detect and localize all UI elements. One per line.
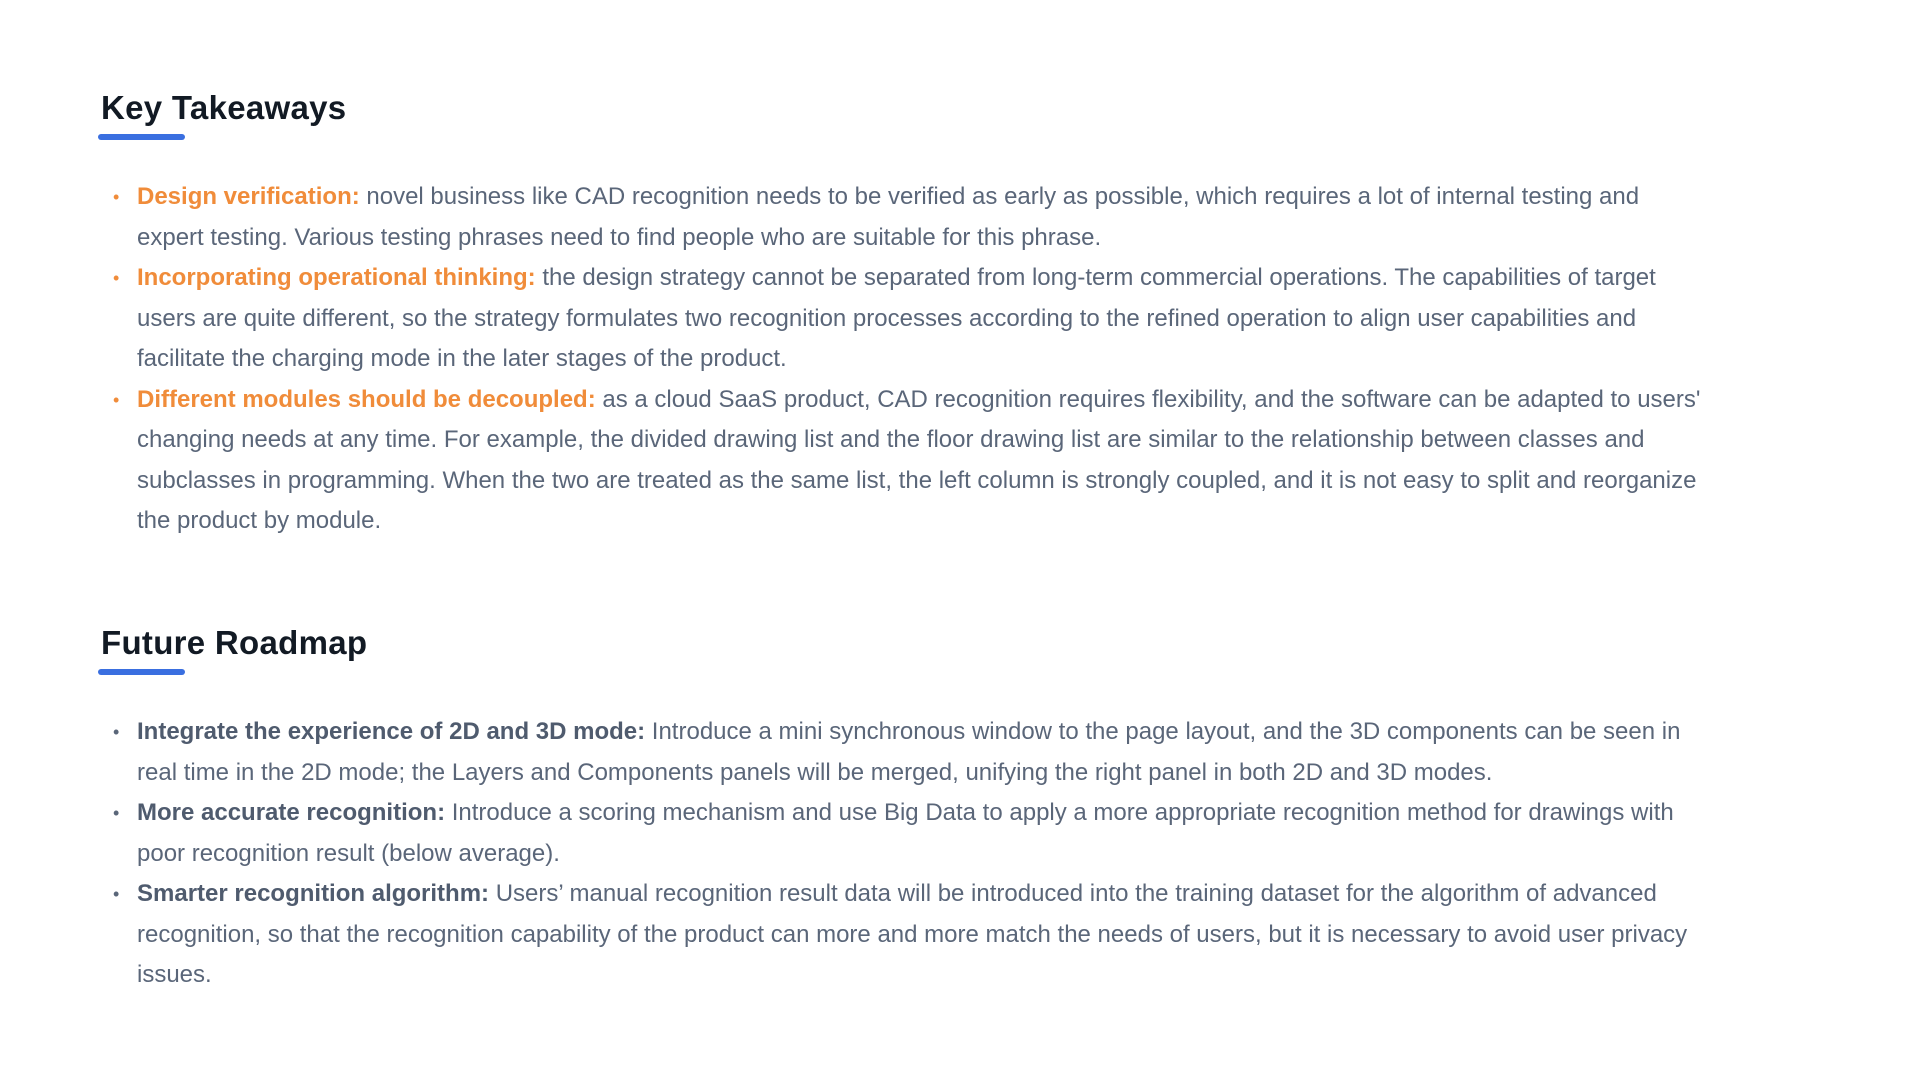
item-text: Introduce a mini synchronous window to the page layout, and the 3D components can be seen in real time in the 2D mode; the Layers and Components panels will be merged, unifying the right panel in both 2D and 3D modes. <box>137 718 1681 786</box>
bullet-icon: • <box>113 803 120 823</box>
bullet-icon: • <box>113 722 120 742</box>
item-lead: Smarter recognition algorithm: <box>137 880 490 907</box>
list-item <box>101 793 1712 874</box>
bullet-icon: • <box>113 884 120 904</box>
item-text: as a cloud SaaS product, CAD recognition requires flexibility, and the software can be adapted to users' changing needs at any time. For example, the divided drawing list and the floor drawing list are similar to the relationship between classes and subclasses in programming. When the two are treated as the same list, the left column is strongly coupled, and it is not easy to split and reorganize the product by module. <box>137 385 1701 534</box>
future-roadmap-section <box>101 621 1701 996</box>
bullet-icon: • <box>113 389 120 410</box>
item-lead: Integrate the experience of 2D and 3D mode: <box>137 718 646 745</box>
bullet-icon: • <box>113 187 120 207</box>
list-item <box>101 258 1712 380</box>
item-text: novel business like CAD recognition needs to be verified as early as possible, which requires a lot of internal testing and expert testing. Various testing phrases need to find people who are suitable for this phrase. <box>137 183 1640 251</box>
list-item <box>101 380 1712 542</box>
future-roadmap-heading: Future Roadmap <box>101 624 368 661</box>
key-takeaways-section <box>101 86 1701 542</box>
item-text: Users’ manual recognition result data will be introduced into the training dataset for the algorithm of advanced recognition, so that the recognition capability of the product can more and more match the needs of users, but it is necessary to avoid user privacy issues. <box>137 880 1688 988</box>
bullet-icon: • <box>113 268 120 288</box>
list-item <box>101 874 1712 996</box>
item-lead: More accurate recognition: <box>137 799 446 826</box>
item-text: Introduce a scoring mechanism and use Big Data to apply a more appropriate recognition method for drawings with poor recognition result (below average). <box>137 799 1674 867</box>
item-lead: Different modules should be decoupled: <box>137 385 596 413</box>
item-lead: Incorporating operational thinking: <box>137 264 536 291</box>
key-takeaways-heading: Key Takeaways <box>101 89 347 126</box>
item-lead: Design verification: <box>137 183 360 210</box>
heading-underline <box>98 669 185 675</box>
future-roadmap-list <box>101 712 1701 996</box>
key-takeaways-list <box>101 177 1701 542</box>
list-item <box>101 177 1712 258</box>
heading-underline <box>98 134 185 140</box>
item-text: the design strategy cannot be separated from long-term commercial operations. The capabilities of target users are quite different, so the strategy formulates two recognition processes according to the refined operation to align user capabilities and facilitate the charging mode in the later stages of the product. <box>137 264 1656 372</box>
list-item <box>101 712 1712 793</box>
